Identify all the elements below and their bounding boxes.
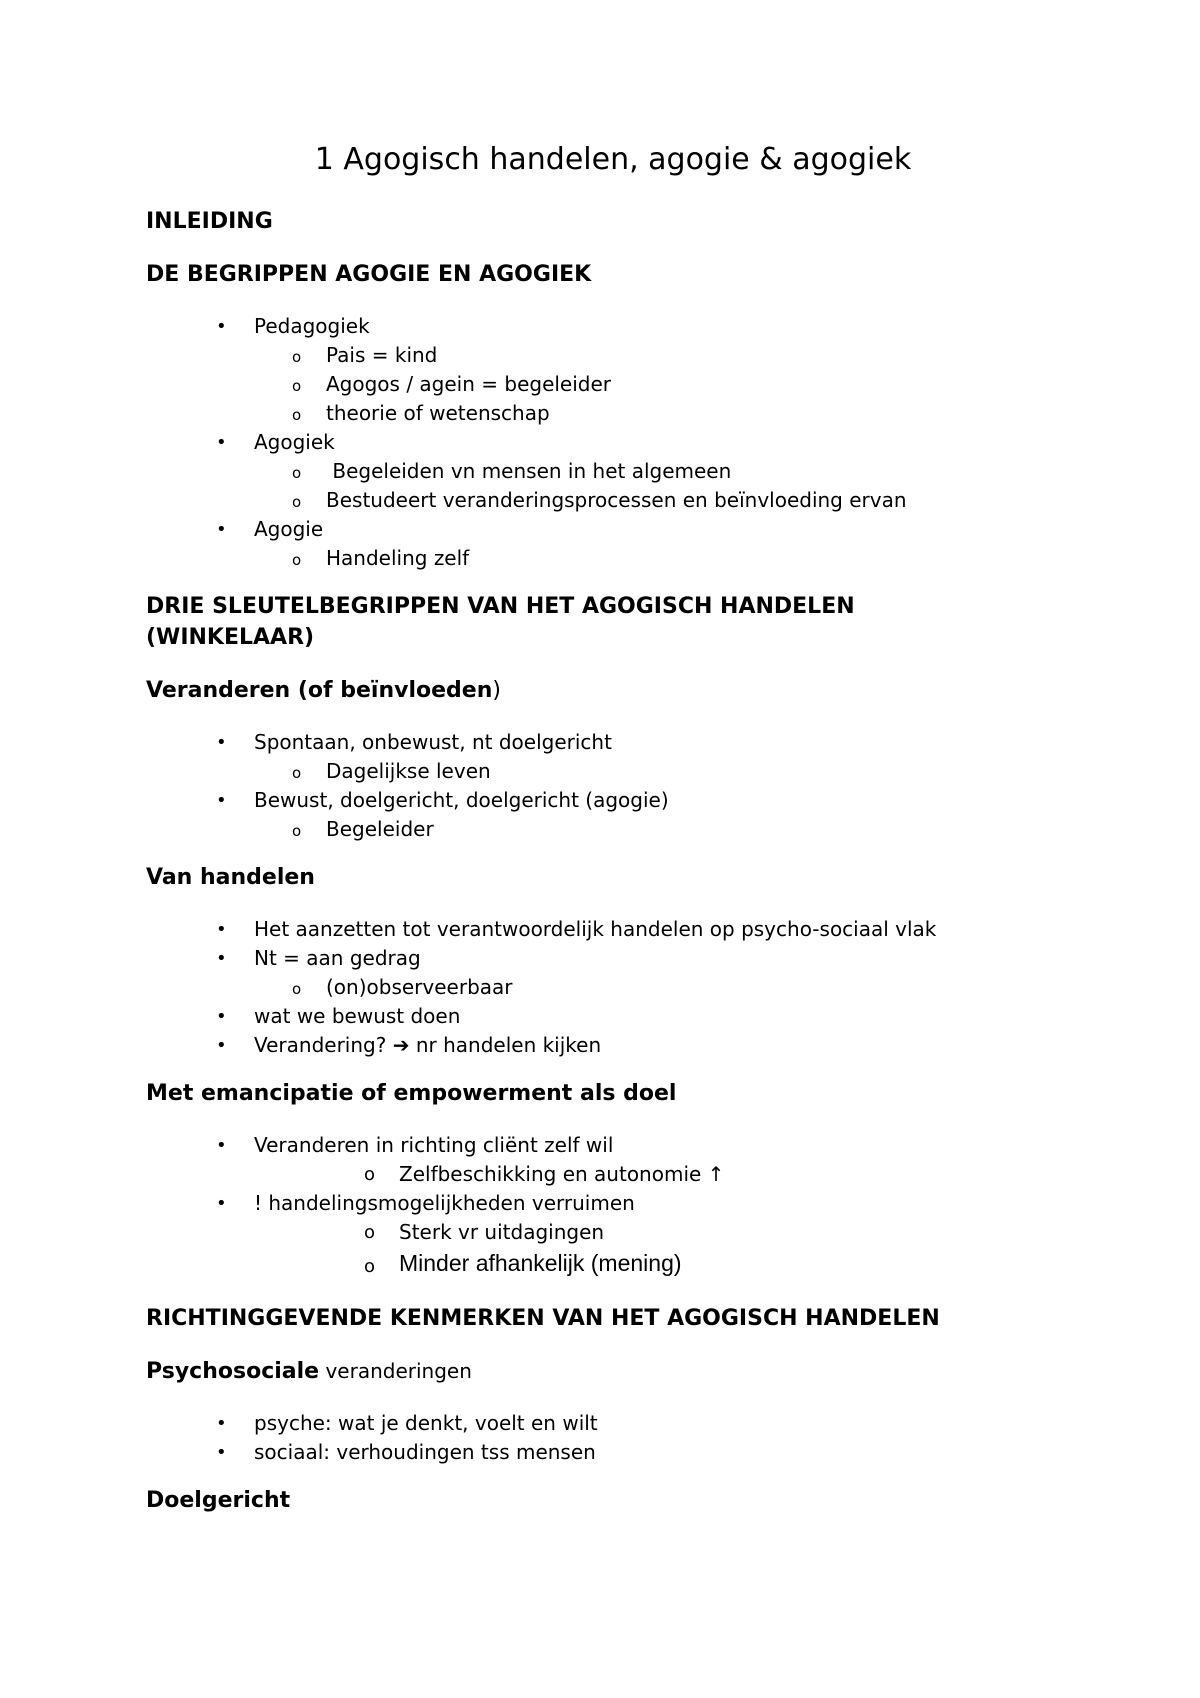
list-emancipatie [146,1131,1080,1281]
heading-veranderen [146,675,1080,706]
heading-van-handelen: Van handelen [146,865,315,890]
list-item-text: psyche: wat je denkt, voelt en wilt [254,1411,598,1435]
sublist-item [254,370,1080,399]
sublist-item-text: Pais = kind [326,343,438,367]
bullet-icon: • [216,1193,227,1214]
heading-begrippen: DE BEGRIPPEN AGOGIE EN AGOGIEK [146,262,592,287]
heading-inleiding: INLEIDING [146,209,273,234]
list-veranderen [146,728,1080,844]
sublist [254,757,1080,786]
heading-psychosociale-normal: veranderingen [319,1359,472,1383]
circle-bullet-icon: o [364,1222,376,1243]
bullet-icon: • [216,1035,227,1056]
sublist-item [254,544,1080,573]
sublist-item-text: Dagelijkse leven [326,759,491,783]
list-item-text: sociaal: verhoudingen tss mensen [254,1440,596,1464]
sublist [254,544,1080,573]
circle-bullet-icon: o [364,1164,376,1185]
sublist [254,1218,1080,1281]
circle-bullet-icon: o [292,980,302,998]
sublist-item-text: Begeleiden vn mensen in het algemeen [326,459,732,483]
sublist-item [254,815,1080,844]
sublist-item-text: Begeleider [326,817,434,841]
list-item [146,944,1080,1002]
sublist [254,973,1080,1002]
list-item [146,515,1080,573]
list-begrippen [146,312,1080,573]
list-item-text: wat we bewust doen [254,1004,461,1028]
heading-veranderen-paren: ) [492,678,501,703]
sublist-item [254,1160,1080,1189]
circle-bullet-icon: o [292,764,302,782]
list-item-text: Veranderen in richting cliënt zelf wil [254,1133,614,1157]
circle-bullet-icon: o [364,1256,376,1277]
list-item-text: Het aanzetten tot verantwoordelijk handelen op psycho-sociaal vlak [254,917,937,941]
bullet-icon: • [216,919,227,940]
list-item [146,728,1080,786]
sublist-item-text: (on)observeerbaar [326,975,513,999]
list-item-text: Verandering? [254,1033,393,1057]
circle-bullet-icon: o [292,377,302,395]
circle-bullet-icon: o [292,551,302,569]
list-item [146,1438,1080,1467]
bullet-icon: • [216,1006,227,1027]
sublist-item [254,1247,1080,1281]
list-item [146,1189,1080,1281]
heading-doelgericht: Doelgericht [146,1488,291,1513]
heading-veranderen-text: Veranderen (of beïnvloeden [146,678,493,703]
circle-bullet-icon: o [292,493,302,511]
sublist-item-text: Sterk vr uitdagingen [399,1220,605,1244]
list-item [146,1031,1080,1060]
sublist-item-text: theorie of wetenschap [326,401,550,425]
sublist [254,1160,1080,1189]
heading-sleutelbegrippen: DRIE SLEUTELBEGRIPPEN VAN HET AGOGISCH HANDELEN (WINKELAAR) [146,594,855,650]
circle-bullet-icon: o [292,406,302,424]
sublist-item-text: Agogos / agein = begeleider [326,372,612,396]
list-item-text: Agogie [254,517,324,541]
bullet-icon: • [216,1135,227,1156]
sublist [254,457,1080,515]
sublist-item-text: Bestudeert veranderingsprocessen en beïnvloeding ervan [326,488,907,512]
circle-bullet-icon: o [292,348,302,366]
circle-bullet-icon: o [292,822,302,840]
sublist [254,815,1080,844]
list-item [146,1131,1080,1189]
list-item-text: nr handelen kijken [409,1033,602,1057]
bullet-icon: • [216,1442,227,1463]
list-item-text: Bewust, doelgericht, doelgericht (agogie) [254,788,669,812]
list-item-text: ! handelingsmogelijkheden verruimen [254,1191,635,1215]
bullet-icon: • [216,1413,227,1434]
list-item [146,1002,1080,1031]
heading-richtinggevende: RICHTINGGEVENDE KENMERKEN VAN HET AGOGISCH HANDELEN [146,1306,940,1331]
list-item-text: Pedagogiek [254,314,370,338]
circle-bullet-icon: o [292,464,302,482]
list-item [146,1409,1080,1438]
bullet-icon: • [216,316,227,337]
sublist-item [254,399,1080,428]
list-handelen [146,915,1080,1060]
sublist-item [254,341,1080,370]
heading-emancipatie: Met emancipatie of empowerment als doel [146,1081,677,1106]
list-item-text: Nt = aan gedrag [254,946,421,970]
bullet-icon: • [216,732,227,753]
list-item [146,786,1080,844]
list-item [146,428,1080,515]
bullet-icon: • [216,790,227,811]
heading-psychosociale-bold: Psychosociale [146,1359,320,1384]
list-item [146,312,1080,428]
list-psychosociale [146,1409,1080,1467]
bullet-icon: • [216,432,227,453]
sublist-item [254,973,1080,1002]
bullet-icon: • [216,519,227,540]
sublist-item [254,757,1080,786]
list-item-text: Spontaan, onbewust, nt doelgericht [254,730,612,754]
document-title: 1 Agogisch handelen, agogie & agogiek [314,142,912,177]
sublist-item [254,486,1080,515]
sublist-item [254,1218,1080,1247]
sublist [254,341,1080,428]
sublist-item-text: Zelfbeschikking en autonomie ↑ [399,1162,725,1186]
sublist-item-text: Minder afhankelijk (mening) [399,1250,682,1276]
arrow-right-icon: ➔ [392,1033,410,1057]
bullet-icon: • [216,948,227,969]
sublist-item-text: Handeling zelf [326,546,470,570]
list-item [146,915,1080,944]
sublist-item [254,457,1080,486]
heading-psychosociale [146,1356,1080,1387]
list-item-text: Agogiek [254,430,335,454]
